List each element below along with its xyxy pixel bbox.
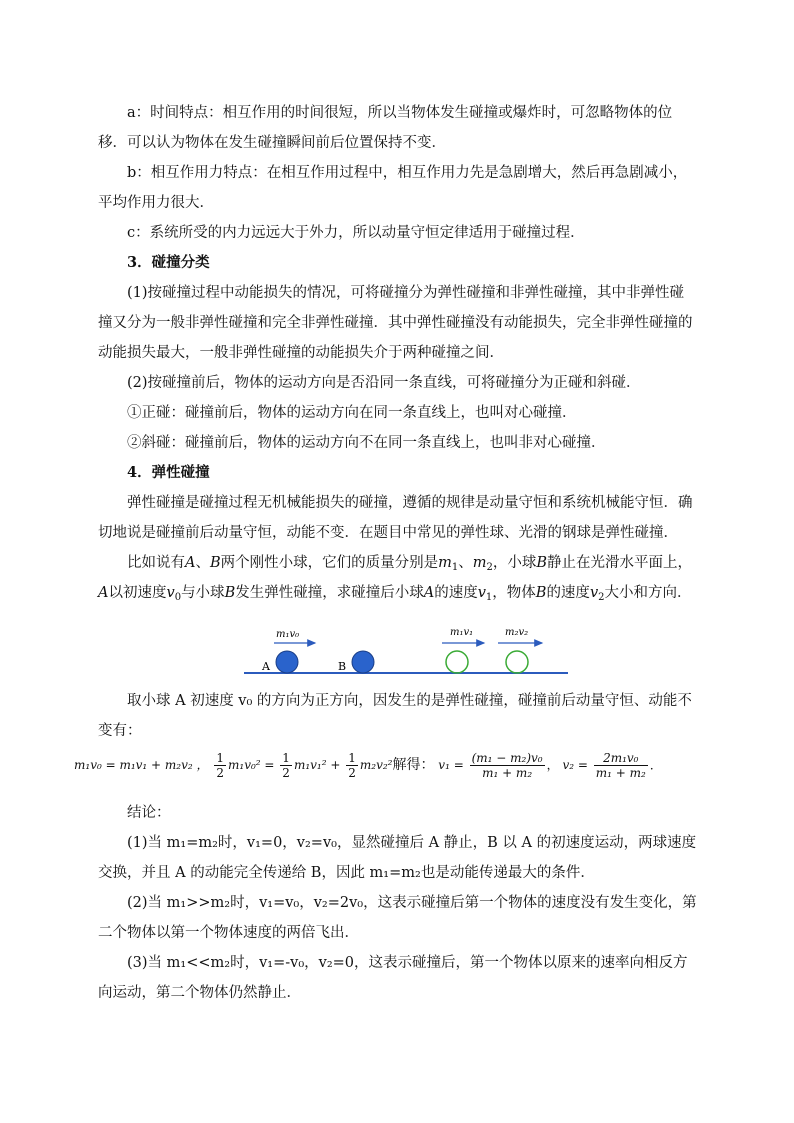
paragraph-head-on: ①正碰：碰撞前后，物体的运动方向在同一条直线上，也叫对心碰撞． [127,405,577,421]
ball-b [352,651,374,673]
eq-energy-lhs: m₁v₀² = [228,758,275,772]
eq-energy-mid: m₁v₁² + [293,758,341,772]
paragraph-classification-direction: (2)按碰撞前后，物体的运动方向是否沿同一条直线，可将碰撞分为正碰和斜碰． [127,375,641,391]
frac-half-3: $\frac{1}{2}$ [348,751,356,780]
paragraph-oblique: ②斜碰：碰撞前后，物体的运动方向不在同一条直线上，也叫非对心碰撞． [127,435,606,451]
frac-half-1: $\frac{1}{2}$ [216,751,224,780]
eq-energy-rhs: m₂v₂² [359,758,393,772]
label-arrow-m2v2: m₂v₂ [505,627,529,638]
conclusion-equal-mass: (1)当 m₁=m₂时，v₁=0，v₂=v₀，显然碰撞后 A 静止，B 以 A 的初速度运动，两球速度交换，并且 A 的动能完全传递给 B，因此 m₁=m₂也是动能传递最大的条件． [98,835,697,881]
eq-momentum: m₁v₀ = m₁v₁ + m₂v₂ ， [74,758,209,772]
paragraph-internal-force: c：系统所受的内力远远大于外力，所以动量守恒定律适用于碰撞过程． [127,225,585,241]
eq-separator: ， [546,758,559,772]
collision-figure [98,608,698,686]
paragraph-force-feature: b：相互作用力特点：在相互作用过程中，相互作用力先是急剧增大，然后再急剧减小，平均作用力很大． [98,165,688,211]
paragraph-classification-energy: (1)按碰撞过程中动能损失的情况，可将碰撞分为弹性碰撞和非弹性碰撞，其中非弹性碰撞又分为一般非弹性碰撞和完全非弹性碰撞．其中弹性碰撞没有动能损失，完全非弹性碰撞的动能损失最大，一般非弹性碰撞的动能损失介于两种碰撞之间． [98,285,693,361]
heading-elastic-collision: 4．弹性碰撞 [127,464,210,481]
heading-collision-types: 3．碰撞分类 [127,254,210,271]
frac-v1: $\frac{\text{(m₁ − m₂)v₀}}{\text{m₁ + m₂}}$ [471,751,543,780]
frac-v2: $\frac{\text{2m₁v₀}}{\text{m₁ + m₂}}$ [595,751,646,780]
ball-a [276,651,298,673]
conclusion-heavy-first: (2)当 m₁>>m₂时，v₁=v₀，v₂=2v₀，这表示碰撞后第一个物体的速度没有发生变化，第二个物体以第一个物体速度的两倍飞出． [98,895,697,941]
eq-v1-lhs: v₁ = [438,758,464,772]
paragraph-elastic-definition: 弹性碰撞是碰撞过程无机械能损失的碰撞，遵循的规律是动量守恒和系统机械能守恒．确切地说是碰撞前后动量守恒，动能不变．在题目中常见的弹性球、光滑的钢球是弹性碰撞． [98,495,693,541]
collision-diagram [98,608,698,686]
heading-conclusion: 结论： [127,805,171,821]
eq-solve-label: 解得： [392,757,435,773]
label-ball-b: B [338,660,347,673]
conclusion-light-first: (3)当 m₁<<m₂时，v₁=-v₀，v₂=0，这表示碰撞后，第一个物体以原来的速率向相反方向运动，第二个物体仍然静止． [98,955,688,1001]
frac-half-2: $\frac{1}{2}$ [282,751,290,780]
ball-a-after [446,651,468,673]
ball-b-after [506,651,528,673]
eq-v2-lhs: v₂ = [562,758,588,772]
document-body [74,98,698,1008]
eq-end: ． [649,758,662,772]
paragraph-positive-direction: 取小球 A 初速度 v₀ 的方向为正方向，因发生的是弹性碰撞，碰撞前后动量守恒、动能不变有： [98,693,692,739]
label-arrow-m1v0: m₁v₀ [276,629,300,640]
paragraph-example-problem: 比如说有A、B两个刚性小球，它们的质量分别是$m_1$、$m_2$，小球B静止在光滑水平面上，A以初速度$v_0$与小球B发生弹性碰撞，求碰撞后小球A的速度$v_1$，物体B的速度$v_2$大小和方向． [98,555,693,603]
paragraph-time-feature: a：时间特点：相互作用的时间很短，所以当物体发生碰撞或爆炸时，可忽略物体的位移．可以认为物体在发生碰撞瞬间前后位置保持不变． [98,105,673,151]
equation-line [74,746,698,784]
label-ball-a: A [262,660,270,673]
label-arrow-m1v1: m₁v₁ [450,627,474,638]
